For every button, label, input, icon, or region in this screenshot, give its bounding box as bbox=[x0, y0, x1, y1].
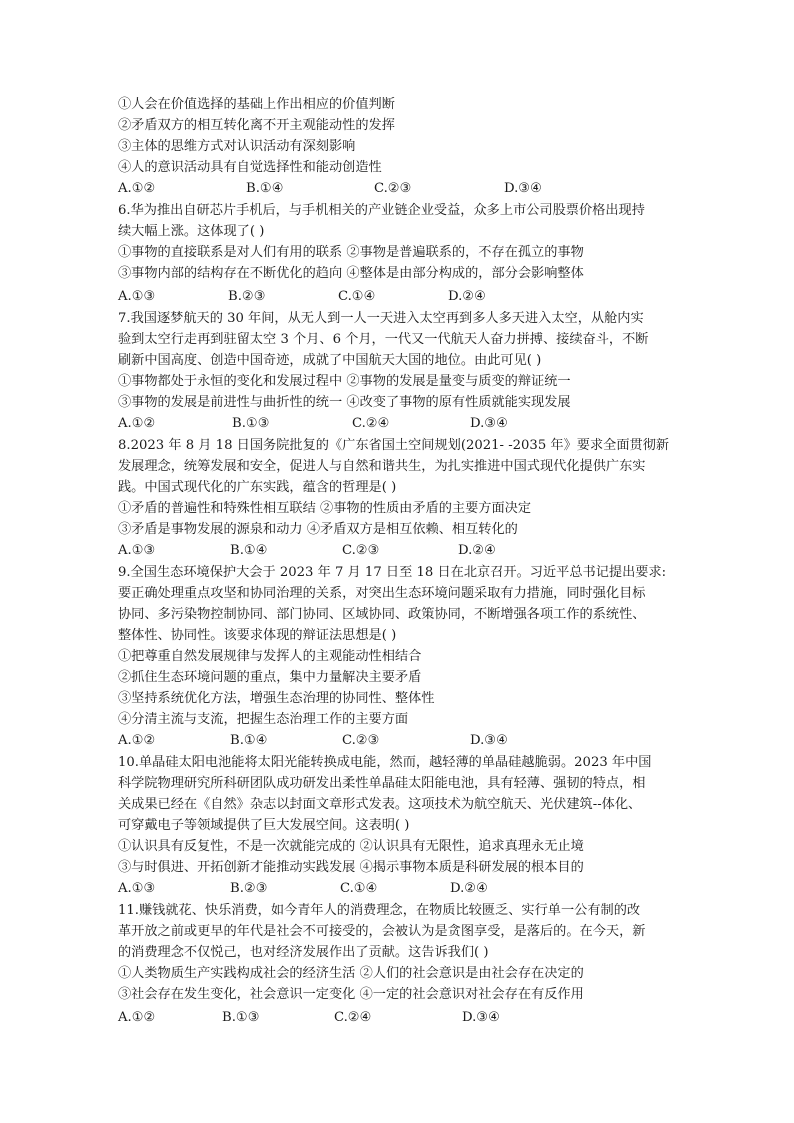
answer-a: A.①③ bbox=[118, 289, 156, 304]
question-stem-line: 要正确处理重点攻坚和协同治理的关系，对突出生态环境问题采取有力措施，同时强化目标 bbox=[118, 586, 646, 601]
question-stem-line: 关成果已经在《自然》杂志以封面文章形式发表。这项技术为航空航天、光伏建筑--体化、 bbox=[118, 797, 642, 812]
answer-d: D.③④ bbox=[470, 733, 508, 748]
option-line: ②矛盾双方的相互转化离不开主观能动性的发挥 bbox=[118, 118, 395, 133]
question-stem-line: 验到太空行走再到驻留太空 3 个月、6 个月，一代又一代航天人奋力拼搏、接续奋斗，不断 bbox=[118, 332, 649, 347]
question-6 bbox=[118, 200, 688, 308]
option-line: ②抓住生态环境问题的重点，集中力量解决主要矛盾 bbox=[118, 670, 422, 685]
question-11-answers bbox=[118, 1007, 688, 1029]
answer-a: A.①② bbox=[118, 1010, 156, 1025]
answer-c: C.②④ bbox=[334, 1010, 372, 1025]
question-7 bbox=[118, 308, 688, 435]
answer-b: B.①③ bbox=[232, 416, 270, 431]
option-line: ③矛盾是事物发展的源泉和动力 ④矛盾双方是相互依赖、相互转化的 bbox=[118, 522, 518, 537]
question-10-answers bbox=[118, 878, 688, 900]
answer-d: D.②④ bbox=[448, 289, 486, 304]
question-stem-line: 的消费理念不仅悦己，也对经济发展作出了贡献。这告诉我们( ) bbox=[118, 945, 489, 960]
question-stem-line: 可穿戴电子等领域提供了巨大发展空间。这表明( ) bbox=[118, 818, 410, 833]
question-stem-line: 践。中国式现代化的广东实践，蕴含的哲理是( ) bbox=[118, 480, 397, 495]
question-stem-line: 11.赚钱就花、快乐消费，如今青年人的消费理念，在物质比较匮乏、实行单一公有制的改 bbox=[118, 903, 641, 918]
question-stem-line: 7.我国逐梦航天的 30 年间，从无人到一人一天进入太空再到多人多天进入太空，从舱内实 bbox=[118, 311, 644, 326]
option-line: ③主体的思维方式对认识活动有深刻影响 bbox=[118, 139, 356, 154]
question-11 bbox=[118, 900, 688, 1029]
option-line: ③事物的发展是前进性与曲折性的统一 ④改变了事物的原有性质就能实现发展 bbox=[118, 395, 571, 410]
exam-content bbox=[118, 94, 688, 1029]
question-10 bbox=[118, 752, 688, 900]
question-stem-line: 10.单晶硅太阳电池能将太阳光能转换成电能，然而，越轻薄的单晶硅越脆弱。2023 年中国 bbox=[118, 755, 652, 770]
option-line: ④分清主流与支流，把握生态治理工作的主要方面 bbox=[118, 712, 409, 727]
answer-d: D.③④ bbox=[504, 181, 542, 196]
option-line: ③坚持系统优化方法，增强生态治理的协同性、整体性 bbox=[118, 691, 435, 706]
answer-b: B.②③ bbox=[230, 881, 268, 896]
question-stem-line: 革开放之前或更早的年代是社会不可接受的，会被认为是贪图享受，是落后的。在今天，新 bbox=[118, 924, 646, 939]
answer-d: D.②④ bbox=[458, 543, 496, 558]
answer-b: B.①④ bbox=[230, 733, 268, 748]
answer-d: D.③④ bbox=[462, 1010, 500, 1025]
option-line: ①认识具有反复性，不是一次就能完成的 ②认识具有无限性，追求真理永无止境 bbox=[118, 839, 584, 854]
question-5-answers bbox=[118, 178, 688, 200]
answer-b: B.②③ bbox=[228, 289, 266, 304]
answer-c: C.①④ bbox=[338, 289, 376, 304]
answer-a: A.①③ bbox=[118, 543, 156, 558]
answer-c: C.②④ bbox=[352, 416, 390, 431]
question-9-answers bbox=[118, 730, 688, 752]
option-line: ③与时俱进、开拓创新才能推动实践发展 ④揭示事物本质是科研发展的根本目的 bbox=[118, 860, 584, 875]
answer-b: B.①④ bbox=[230, 543, 268, 558]
answer-b: B.①④ bbox=[246, 181, 284, 196]
answer-b: B.①③ bbox=[222, 1010, 260, 1025]
option-line: ③事物内部的结构存在不断优化的趋向 ④整体是由部分构成的，部分会影响整体 bbox=[118, 266, 584, 281]
question-stem-line: 科学院物理研究所科研团队成功研发出柔性单晶硅太阳能电池，具有轻薄、强韧的特点，相 bbox=[118, 776, 646, 791]
question-8 bbox=[118, 435, 688, 562]
answer-a: A.①② bbox=[118, 733, 156, 748]
question-stem-line: 协同、多污染物控制协同、部门协同、区域协同、政策协同，不断增强各项工作的系统性、 bbox=[118, 607, 646, 622]
answer-d: D.②④ bbox=[450, 881, 488, 896]
option-line: ①事物的直接联系是对人们有用的联系 ②事物是普遍联系的，不存在孤立的事物 bbox=[118, 245, 584, 260]
question-6-answers bbox=[118, 286, 688, 308]
answer-a: A.①② bbox=[118, 181, 156, 196]
question-7-answers bbox=[118, 413, 688, 435]
option-line: ①把尊重自然发展规律与发挥人的主观能动性相结合 bbox=[118, 649, 422, 664]
option-line: ①矛盾的普遍性和特殊性相互联结 ②事物的性质由矛盾的主要方面决定 bbox=[118, 501, 532, 516]
option-line: ①人会在价值选择的基础上作出相应的价值判断 bbox=[118, 97, 395, 112]
answer-c: C.②③ bbox=[342, 543, 380, 558]
question-stem-line: 6.华为推出自研芯片手机后，与手机相关的产业链企业受益，众多上市公司股票价格出现持 bbox=[118, 203, 645, 218]
question-stem-line: 8.2023 年 8 月 18 日国务院批复的《广东省国土空间规划(2021- -2035 年》要求全面贯彻新 bbox=[118, 438, 670, 453]
answer-a: A.①③ bbox=[118, 881, 156, 896]
answer-c: C.①④ bbox=[340, 881, 378, 896]
question-stem-line: 续大幅上涨。这体现了( ) bbox=[118, 224, 265, 239]
answer-c: C.②③ bbox=[342, 733, 380, 748]
question-5-options bbox=[118, 94, 688, 178]
answer-d: D.③④ bbox=[470, 416, 508, 431]
question-9 bbox=[118, 562, 688, 752]
answer-a: A.①② bbox=[118, 416, 156, 431]
answer-c: C.②③ bbox=[374, 181, 412, 196]
question-stem-line: 刷新中国高度、创造中国奇迹，成就了中国航天大国的地位。由此可见( ) bbox=[118, 353, 542, 368]
option-line: ①事物都处于永恒的变化和发展过程中 ②事物的发展是量变与质变的辩证统一 bbox=[118, 374, 571, 389]
option-line: ④人的意识活动具有自觉选择性和能动创造性 bbox=[118, 160, 382, 175]
question-8-answers bbox=[118, 540, 688, 562]
question-stem-line: 发展理念，统筹发展和安全，促进人与自然和谐共生，为扎实推进中国式现代化提供广东实 bbox=[118, 459, 646, 474]
option-line: ③社会存在发生变化，社会意识一定变化 ④一定的社会意识对社会存在有反作用 bbox=[118, 987, 584, 1002]
question-stem-line: 整体性、协同性。该要求体现的辩证法思想是( ) bbox=[118, 628, 397, 643]
question-stem-line: 9.全国生态环境保护大会于 2023 年 7 月 17 日至 18 日在北京召开。习近平总书记提出要求: bbox=[118, 565, 667, 580]
option-line: ①人类物质生产实践构成社会的经济生活 ②人们的社会意识是由社会存在决定的 bbox=[118, 966, 584, 981]
